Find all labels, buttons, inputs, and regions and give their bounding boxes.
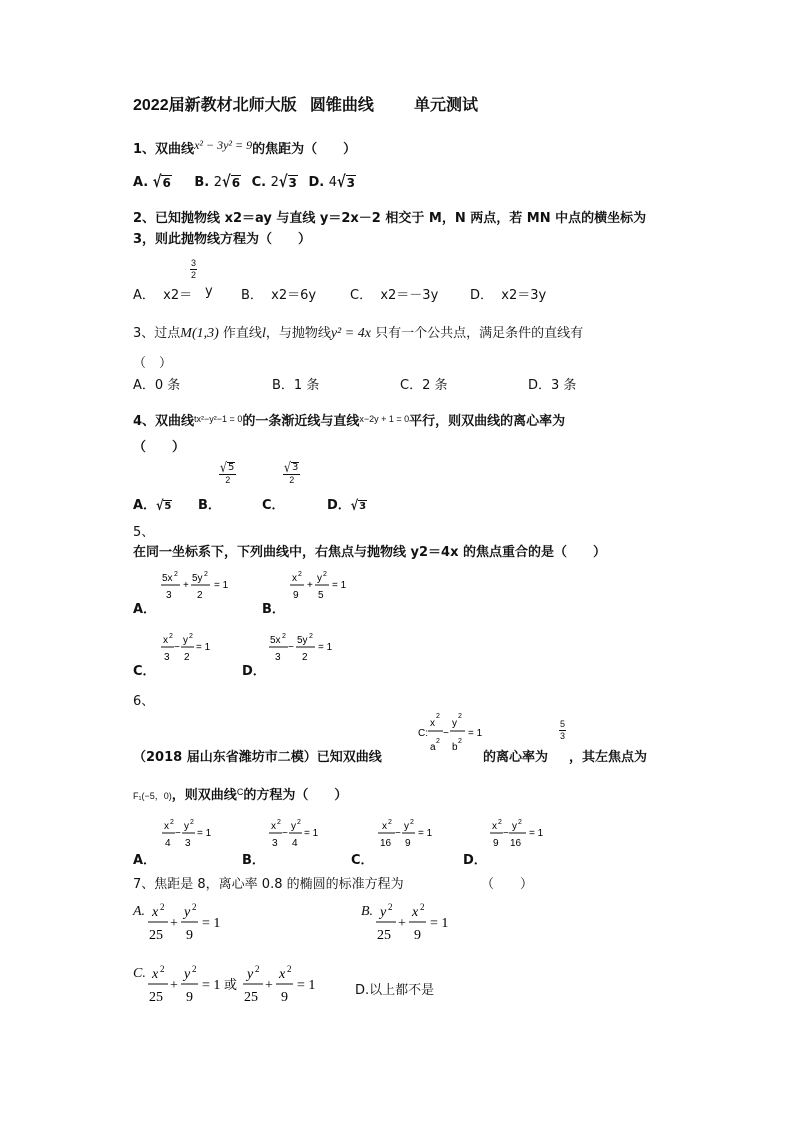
svg-text:= 1: = 1: [202, 916, 221, 931]
svg-text:= 1: = 1: [418, 828, 433, 839]
svg-text:y: y: [247, 967, 254, 982]
question-6-focus-label: ，其左焦点为: [569, 750, 648, 765]
svg-text:= 1: = 1: [529, 828, 544, 839]
svg-text:+: +: [183, 580, 189, 591]
svg-text:x: x: [152, 905, 159, 920]
svg-text:25: 25: [149, 990, 163, 1005]
question-1-options: A. √ 6 B. 2 √ 6 C. 2 √ 3 D. 4 √ 3: [133, 173, 356, 192]
svg-text:2: 2: [388, 902, 393, 912]
question-7-option-a-eq: [146, 902, 236, 948]
svg-text:3: 3: [185, 838, 191, 849]
question-7-option-b: B.: [361, 904, 374, 919]
svg-text:3: 3: [272, 838, 278, 849]
svg-text:9: 9: [405, 838, 411, 849]
question-7-option-d: D.以上都不是: [355, 983, 435, 998]
svg-text:= 1: = 1: [318, 642, 333, 653]
question-6-option-a-eq: [161, 818, 221, 856]
svg-text:2: 2: [184, 652, 190, 663]
svg-text:y: y: [183, 635, 188, 646]
svg-text:x: x: [292, 573, 297, 584]
svg-text:9: 9: [281, 990, 288, 1005]
svg-text:2: 2: [277, 819, 281, 826]
question-7-stem: 7、焦距是 8，离心率 0.8 的椭圆的标准方程为: [133, 877, 404, 892]
svg-text:16: 16: [510, 838, 522, 849]
question-7-option-b-eq: [374, 902, 464, 948]
svg-text:−: −: [174, 642, 180, 653]
question-4-option-a: A． √ 5: [133, 497, 172, 514]
question-2-line2: 3，则此抛物线方程为（ ）: [133, 232, 312, 247]
question-2-fraction: $\frac{3}{2}$: [191, 258, 197, 280]
question-6-option-c-eq: [377, 818, 443, 856]
svg-text:25: 25: [377, 928, 391, 943]
svg-text:x: x: [271, 821, 276, 832]
question-7-answer-paren: （ ）: [481, 877, 534, 892]
svg-text:= 1: = 1: [202, 978, 221, 993]
svg-text:2: 2: [323, 571, 327, 578]
question-6-stem: （2018 届山东省潍坊市二模）已知双曲线: [133, 750, 382, 765]
svg-text:9: 9: [414, 928, 421, 943]
svg-text:y: y: [184, 821, 189, 832]
question-6-line2: F₁(−5，0)，则双曲线$^C$的方程为（ ）: [133, 787, 348, 803]
svg-text:+: +: [307, 580, 313, 591]
question-6-option-b: B．: [242, 853, 265, 868]
svg-text:+: +: [170, 916, 178, 931]
question-5-option-d: D．: [242, 664, 266, 679]
page-title: 2022届新教材北师大版 圆锥曲线 单元测试: [133, 97, 478, 114]
svg-text:+: +: [398, 916, 406, 931]
svg-text:= 1: = 1: [430, 916, 449, 931]
question-6-hyperbola-eq: [418, 708, 488, 764]
svg-text:= 1: = 1: [468, 728, 483, 739]
svg-text:x: x: [492, 821, 497, 832]
question-4-option-c: C．: [262, 498, 285, 513]
question-6-ecc-label: 的离心率为: [483, 750, 549, 765]
question-7-option-c: C.: [133, 966, 146, 981]
svg-text:3: 3: [164, 652, 170, 663]
question-6-ecc-value: $\frac{5}{3}$: [560, 719, 566, 741]
svg-text:16: 16: [380, 838, 392, 849]
svg-text:2: 2: [160, 902, 165, 912]
svg-text:= 1: = 1: [297, 978, 316, 993]
svg-text:+: +: [265, 978, 273, 993]
question-3-option-c: C．2 条: [400, 378, 448, 393]
question-5-number: 5、: [133, 525, 155, 540]
svg-text:x: x: [382, 821, 387, 832]
svg-text:−: −: [443, 728, 449, 739]
svg-text:2: 2: [458, 738, 462, 745]
svg-text:2: 2: [255, 964, 260, 974]
question-5-option-a: A．: [133, 602, 157, 617]
svg-text:5x: 5x: [270, 635, 281, 646]
svg-text:4: 4: [292, 838, 298, 849]
svg-text:2: 2: [192, 902, 197, 912]
question-2-option-a-tail: y: [205, 284, 213, 299]
question-4-option-b-value: √ 5 2: [220, 459, 235, 485]
svg-text:2: 2: [298, 571, 302, 578]
svg-text:2: 2: [302, 652, 308, 663]
svg-text:= 1: = 1: [304, 828, 319, 839]
question-2-option-a: A． x2＝: [133, 288, 193, 303]
svg-text:a: a: [430, 742, 436, 753]
svg-text:2: 2: [197, 590, 203, 601]
svg-text:3: 3: [166, 590, 172, 601]
question-5-option-b-eq: [289, 570, 359, 608]
svg-text:5y: 5y: [192, 573, 203, 584]
question-5-option-b: B．: [262, 602, 285, 617]
svg-text:−: −: [395, 828, 401, 839]
question-6-option-c: C．: [351, 853, 374, 868]
svg-text:y: y: [404, 821, 409, 832]
question-5-option-a-eq: [160, 570, 240, 608]
svg-text:x: x: [279, 967, 286, 982]
svg-text:y: y: [291, 821, 296, 832]
svg-text:5y: 5y: [297, 635, 308, 646]
svg-text:y: y: [184, 967, 191, 982]
svg-text:−: −: [288, 642, 294, 653]
svg-text:y: y: [184, 905, 191, 920]
question-5-option-d-eq: [268, 632, 343, 670]
svg-text:2: 2: [436, 713, 440, 720]
svg-text:= 1: = 1: [214, 580, 229, 591]
question-4-option-b: B．: [198, 498, 221, 513]
question-4-line1: 4、双曲线$^{tx^2-y^2-1 = 0}$的一条渐近线与直线$^{x-2y + 1 = 0}$平行，则双曲线的离心率为: [133, 414, 566, 429]
svg-text:2: 2: [204, 571, 208, 578]
question-4-option-d: D． √ 3: [327, 497, 367, 514]
question-4-line2: （ ）: [133, 440, 186, 455]
question-5-option-c-eq: [160, 632, 220, 670]
question-2-option-c: C． x2＝－3y: [350, 288, 439, 303]
svg-text:2: 2: [436, 738, 440, 745]
svg-text:x: x: [152, 967, 159, 982]
question-3-option-b: B．1 条: [272, 378, 320, 393]
question-6-number: 6、: [133, 694, 155, 709]
svg-text:= 1: = 1: [197, 828, 212, 839]
svg-text:−: −: [175, 828, 181, 839]
svg-text:b: b: [452, 742, 458, 753]
svg-text:y: y: [380, 905, 387, 920]
svg-text:5: 5: [318, 590, 324, 601]
svg-text:2: 2: [410, 819, 414, 826]
svg-text:9: 9: [493, 838, 499, 849]
svg-text:2: 2: [170, 819, 174, 826]
svg-text:2: 2: [192, 964, 197, 974]
svg-text:2: 2: [388, 819, 392, 826]
question-7-option-c-eq: [146, 964, 326, 1010]
question-2-option-b: B． x2＝6y: [241, 288, 317, 303]
svg-text:9: 9: [293, 590, 299, 601]
svg-text:25: 25: [244, 990, 258, 1005]
svg-text:2: 2: [518, 819, 522, 826]
question-7-option-a: A.: [133, 904, 146, 919]
svg-text:2: 2: [190, 819, 194, 826]
svg-text:x: x: [164, 821, 169, 832]
svg-text:9: 9: [186, 990, 193, 1005]
question-6-option-b-eq: [268, 818, 328, 856]
svg-text:2: 2: [160, 964, 165, 974]
svg-text:x: x: [163, 635, 168, 646]
svg-text:2: 2: [458, 713, 462, 720]
question-3-option-d: D．3 条: [528, 378, 577, 393]
svg-text:2: 2: [420, 902, 425, 912]
question-7-option-c-or: 或: [224, 978, 238, 993]
svg-text:2: 2: [282, 633, 286, 640]
question-5-stem: 在同一坐标系下，下列曲线中，右焦点与抛物线 y2＝4x 的焦点重合的是（ ）: [133, 545, 607, 560]
svg-text:C:: C:: [418, 728, 428, 739]
svg-text:x: x: [430, 718, 435, 729]
question-2-option-d: D． x2＝3y: [470, 288, 547, 303]
question-6-option-a: A．: [133, 853, 157, 868]
question-4-option-c-value: √ 3 2: [284, 459, 299, 485]
svg-text:25: 25: [149, 928, 163, 943]
question-3-line1: 3、过点M(1,3) 作直线l，与抛物线y² = 4x 只有一个公共点，满足条件的直线有: [133, 326, 584, 341]
svg-text:3: 3: [275, 652, 281, 663]
svg-text:y: y: [512, 821, 517, 832]
svg-text:+: +: [170, 978, 178, 993]
svg-text:2: 2: [287, 964, 292, 974]
svg-text:= 1: = 1: [332, 580, 347, 591]
svg-text:= 1: = 1: [196, 642, 211, 653]
question-6-option-d: D．: [463, 853, 487, 868]
svg-text:2: 2: [309, 633, 313, 640]
svg-text:4: 4: [165, 838, 171, 849]
question-1: 1、双曲线x² − 3y² = 9的焦距为（ ）: [133, 138, 357, 157]
svg-text:−: −: [503, 828, 509, 839]
svg-text:y: y: [317, 573, 322, 584]
question-3-option-a: A．0 条: [133, 378, 181, 393]
question-6-option-d-eq: [489, 818, 555, 856]
question-3-line2: （ ）: [133, 356, 173, 371]
svg-text:2: 2: [189, 633, 193, 640]
svg-text:9: 9: [186, 928, 193, 943]
svg-text:2: 2: [297, 819, 301, 826]
svg-text:2: 2: [174, 571, 178, 578]
svg-text:x: x: [412, 905, 419, 920]
svg-text:2: 2: [169, 633, 173, 640]
question-5-option-c: C．: [133, 664, 156, 679]
question-2-line1: 2、已知抛物线 x2＝ay 与直线 y＝2x－2 相交于 M，N 两点，若 MN 中点的横坐标为: [133, 211, 647, 226]
svg-text:y: y: [452, 718, 457, 729]
svg-text:5x: 5x: [162, 573, 173, 584]
svg-text:−: −: [282, 828, 288, 839]
svg-text:2: 2: [498, 819, 502, 826]
